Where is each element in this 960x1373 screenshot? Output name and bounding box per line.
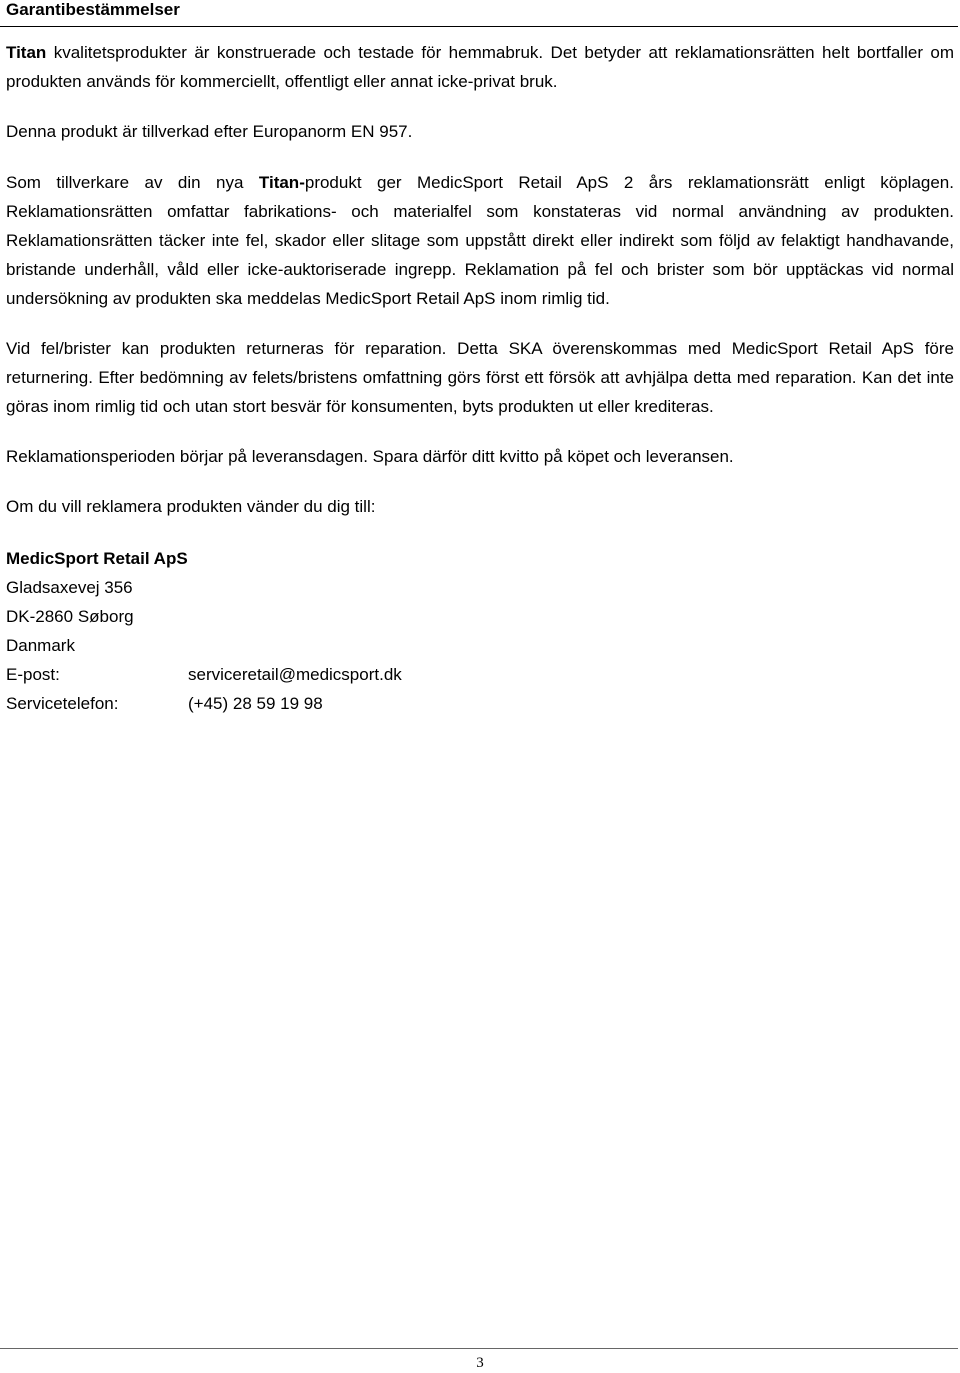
paragraph-return <box>6 334 954 421</box>
warranty-post: produkt ger MedicSport Retail ApS 2 års reklamationsrätt enligt köplagen. Reklamationsrätten omfattar fabrikations- och materialfel som konstateras vid normal användning av produkten. Reklamationsrätten täcker inte fel, skador eller slitage som uppstått direkt eller indirekt som följd av felaktigt handhavande, bristande underhåll, våld eller icke-auktoriserade ingrepp. Reklamation på fel och brister som bör upptäckas vid normal undersökning av produkten ska meddelas MedicSport Retail ApS inom rimlig tid. <box>6 173 954 308</box>
page-heading: Garantibestämmelser <box>6 0 180 19</box>
email-value: serviceretail@medicsport.dk <box>188 665 402 684</box>
company-country: Danmark <box>6 636 75 655</box>
contact-block <box>6 544 954 718</box>
company-name: MedicSport Retail ApS <box>6 549 188 568</box>
period-text: Reklamationsperioden börjar på leveransdagen. Spara därför ditt kvitto på köpet och leveransen. <box>6 447 734 466</box>
paragraph-period <box>6 442 954 471</box>
brand-name-inline: Titan- <box>258 173 305 192</box>
phone-value: (+45) 28 59 19 98 <box>188 694 323 713</box>
phone-label: Servicetelefon: <box>6 694 119 713</box>
company-street: Gladsaxevej 356 <box>6 578 133 597</box>
paragraph-contact-intro <box>6 492 954 521</box>
email-label: E-post: <box>6 665 60 684</box>
warranty-text <box>6 168 954 313</box>
footer-divider <box>0 1348 958 1349</box>
contact-intro-text: Om du vill reklamera produkten vänder du dig till: <box>6 497 376 516</box>
paragraph-standard <box>6 117 954 146</box>
phone-row <box>6 689 954 718</box>
email-row <box>6 660 954 689</box>
warranty-pre: Som tillverkare av din nya <box>6 173 259 192</box>
return-text: Vid fel/brister kan produkten returneras för reparation. Detta SKA överenskommas med MedicSport Retail ApS före returnering. Efter bedömning av felets/bristens omfattning görs först ett försök att avhjälpa detta med reparation. Kan det inte göras inom rimlig tid och utan stort besvär för konsumenten, byts produkten ut eller krediteras. <box>6 339 954 416</box>
brand-name: Titan <box>6 43 47 62</box>
standard-text: Denna produkt är tillverkad efter Europanorm EN 957. <box>6 122 413 141</box>
page-number: 3 <box>476 1355 484 1371</box>
company-city: DK-2860 Søborg <box>6 607 134 626</box>
scope-body: kvalitetsprodukter är konstruerade och testade för hemmabruk. Det betyder att reklamationsrätten helt bortfaller om produkten används för kommerciellt, offentligt eller annat icke-privat bruk. <box>6 43 954 91</box>
heading-divider <box>0 26 958 27</box>
paragraph-warranty <box>6 168 954 313</box>
scope-text <box>6 38 954 96</box>
paragraph-scope <box>6 38 954 96</box>
